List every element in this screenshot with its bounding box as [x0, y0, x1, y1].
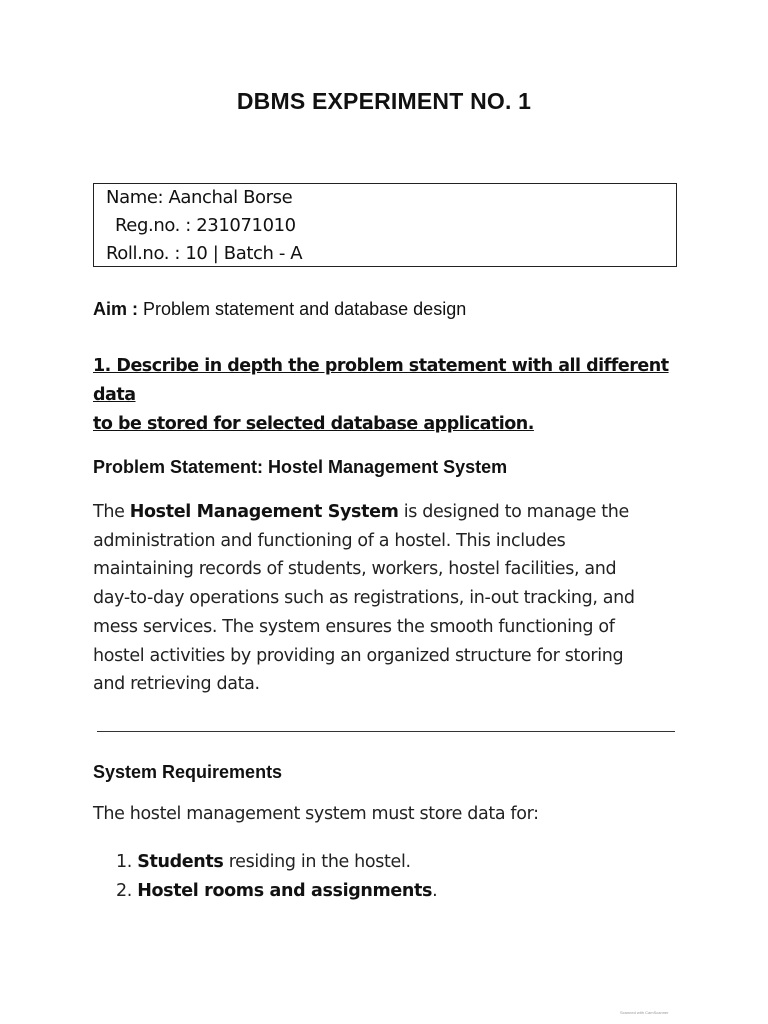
question-line-1: 1. Describe in depth the problem statement with all different data	[93, 356, 669, 405]
list-item-bold: Students	[137, 852, 224, 872]
list-item	[116, 877, 437, 906]
student-info-box	[93, 183, 677, 267]
aim-text: Problem statement and database design	[138, 299, 467, 319]
paragraph-line	[93, 498, 693, 527]
paragraph-line: hostel activities by providing an organized structure for storing	[93, 645, 624, 666]
system-requirements-intro: The hostel management system must store data for:	[93, 804, 539, 824]
student-name: Name: Aanchal Borse	[106, 187, 293, 208]
list-item-bold: Hostel rooms and assignments	[137, 881, 433, 901]
aim-label: Aim :	[93, 299, 138, 319]
list-item-text: residing in the hostel.	[223, 852, 411, 872]
requirements-list	[116, 848, 437, 906]
student-reg-no: Reg.no. : 231071010	[115, 215, 296, 236]
student-roll-batch: Roll.no. : 10 | Batch - A	[106, 243, 303, 264]
problem-statement-heading: Problem Statement: Hostel Management System	[93, 457, 508, 477]
list-item-text: .	[432, 881, 438, 901]
paragraph-line: day-to-day operations such as registrations, in-out tracking, and	[93, 588, 635, 609]
question-line-2: to be stored for selected database application.	[93, 414, 534, 434]
question-heading	[93, 352, 693, 439]
paragraph-line: and retrieving data.	[93, 674, 260, 695]
scanner-watermark: Scanned with CamScanner	[620, 1010, 669, 1015]
paragraph-line: mess services. The system ensures the smooth functioning of	[93, 616, 615, 637]
list-item	[116, 848, 437, 877]
list-item-number: 2.	[116, 881, 138, 901]
list-item-number: 1.	[116, 852, 138, 872]
paragraph-bold-text: Hostel Management System	[129, 502, 399, 522]
aim-line	[93, 299, 466, 320]
horizontal-divider	[97, 731, 675, 732]
paragraph-line: administration and functioning of a hostel. This includes	[93, 530, 566, 551]
paragraph-text: The	[93, 502, 130, 522]
paragraph-line: maintaining records of students, workers, hostel facilities, and	[93, 559, 617, 580]
document-title: DBMS EXPERIMENT NO. 1	[236, 88, 532, 114]
problem-statement-paragraph	[93, 498, 693, 699]
paragraph-text: is designed to manage the	[398, 502, 629, 522]
system-requirements-heading: System Requirements	[93, 762, 283, 782]
